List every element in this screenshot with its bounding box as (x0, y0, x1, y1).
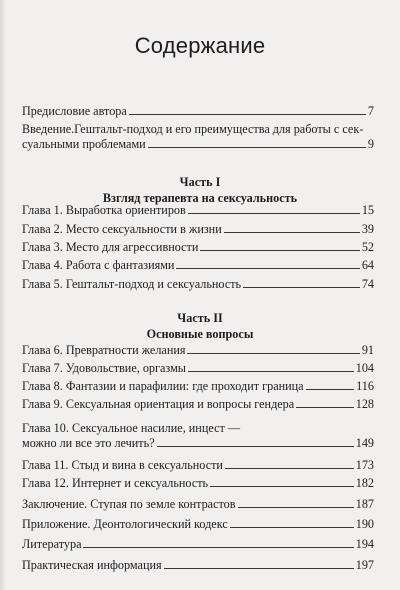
toc-entry-label: Глава 2. Место сексуальности в жизни (22, 222, 222, 236)
toc-entry-label: Глава 9. Сексуальная ориентация и вопросы гендера (22, 397, 295, 411)
toc-entry-chapter-10 (22, 421, 374, 451)
toc-entry-label: Заключение. Ступая по земле контрастов (22, 497, 236, 511)
toc-page-number: 64 (361, 258, 374, 272)
toc-leader (188, 371, 354, 372)
toc-entry-label: Глава 10. Сексуальное насилие, инцест — (22, 421, 241, 435)
toc-page-number: 187 (355, 497, 374, 511)
part-label: Часть II (177, 311, 223, 325)
toc-page-number: 173 (355, 458, 374, 472)
toc-page-number: 39 (361, 222, 374, 236)
toc-entry-label-continued: суальными проблемами (22, 137, 146, 151)
toc-leader (200, 250, 359, 251)
toc-entry-appendix (22, 517, 374, 532)
toc-entry-label: Глава 11. Стыд и вина в сексуальности (22, 458, 223, 472)
toc-leader (306, 389, 355, 390)
toc-entry-chapter-1 (22, 203, 374, 218)
part-title: Взгляд терапевта на сексуальность (102, 191, 298, 205)
toc-page-number: 15 (361, 203, 374, 217)
toc-page-number: 52 (361, 240, 374, 254)
toc-leader (210, 486, 354, 487)
toc-page-number: 116 (356, 379, 374, 393)
toc-leader (238, 507, 354, 508)
toc-entry-chapter-8 (22, 379, 374, 394)
toc-leader (224, 232, 360, 233)
toc-entry-label-continued: можно ли все это лечить? (22, 436, 155, 450)
toc-entry-chapter-12 (22, 476, 374, 491)
toc-page-number: 197 (355, 558, 374, 572)
toc-entry-label: Глава 3. Место для агрессивности (22, 240, 199, 254)
toc-page-number: 74 (361, 277, 374, 291)
toc-entry-label: Глава 8. Фантазии и парафилии: где проходит граница (22, 379, 304, 393)
toc-page-number: 91 (361, 343, 374, 357)
toc-page-number: 104 (355, 361, 374, 375)
toc-entry-conclusion (22, 497, 374, 512)
toc-page-number: 182 (355, 476, 374, 490)
toc-entry-label: Практическая информация (22, 558, 162, 572)
toc-entry-practical-info (22, 558, 374, 573)
toc-entry-introduction (22, 122, 374, 152)
page-edge-shadow (0, 0, 6, 590)
toc-page-number: 9 (367, 137, 374, 151)
toc-entry-chapter-6 (22, 343, 374, 358)
toc-entry-label: Глава 12. Интернет и сексуальность (22, 476, 209, 490)
toc-entry-label: Введение.Гештальт-подход и его преимущества для работы с сек- (22, 122, 364, 136)
toc-entry-chapter-9 (22, 397, 374, 412)
toc-leader (243, 287, 360, 288)
toc-leader (148, 147, 366, 148)
toc-entry-chapter-4 (22, 258, 374, 273)
toc-entry-label: Предисловие автора (22, 104, 127, 118)
toc-leader (230, 527, 354, 528)
toc-leader (164, 568, 354, 569)
toc-page-number: 149 (355, 436, 374, 450)
part-title: Основные вопросы (146, 327, 254, 341)
part-label: Часть I (179, 175, 221, 189)
toc-entry-chapter-7 (22, 361, 374, 376)
toc-leader (176, 268, 359, 269)
toc-page-number: 128 (355, 397, 374, 411)
toc-leader (225, 468, 354, 469)
toc-entry-chapter-5 (22, 277, 374, 292)
toc-page-number: 194 (355, 537, 374, 551)
toc-leader (129, 114, 366, 115)
toc-entry-label: Глава 1. Выработка ориентиров (22, 203, 186, 217)
toc-entry-label: Приложение. Деонтологический кодекс (22, 517, 228, 531)
toc-leader (187, 353, 359, 354)
toc-entry-chapter-11 (22, 458, 374, 473)
toc-entry-label: Литература (22, 537, 82, 551)
page-title: Содержание (134, 33, 266, 58)
toc-page-number: 7 (367, 104, 374, 118)
toc-entry-label: Глава 7. Удовольствие, оргазмы (22, 361, 186, 375)
toc-leader (83, 547, 353, 548)
toc-entry-chapter-3 (22, 240, 374, 255)
toc-entry-preface (22, 104, 374, 119)
toc-leader (157, 446, 354, 447)
toc-leader (296, 407, 354, 408)
toc-entry-label: Глава 5. Гештальт-подход и сексуальность (22, 277, 242, 291)
toc-entry-chapter-2 (22, 222, 374, 237)
toc-leader (188, 213, 360, 214)
toc-page-number: 190 (355, 517, 374, 531)
toc-entry-label: Глава 4. Работа с фантазиями (22, 258, 175, 272)
toc-entry-label: Глава 6. Превратности желания (22, 343, 186, 357)
toc-entry-literature (22, 537, 374, 552)
